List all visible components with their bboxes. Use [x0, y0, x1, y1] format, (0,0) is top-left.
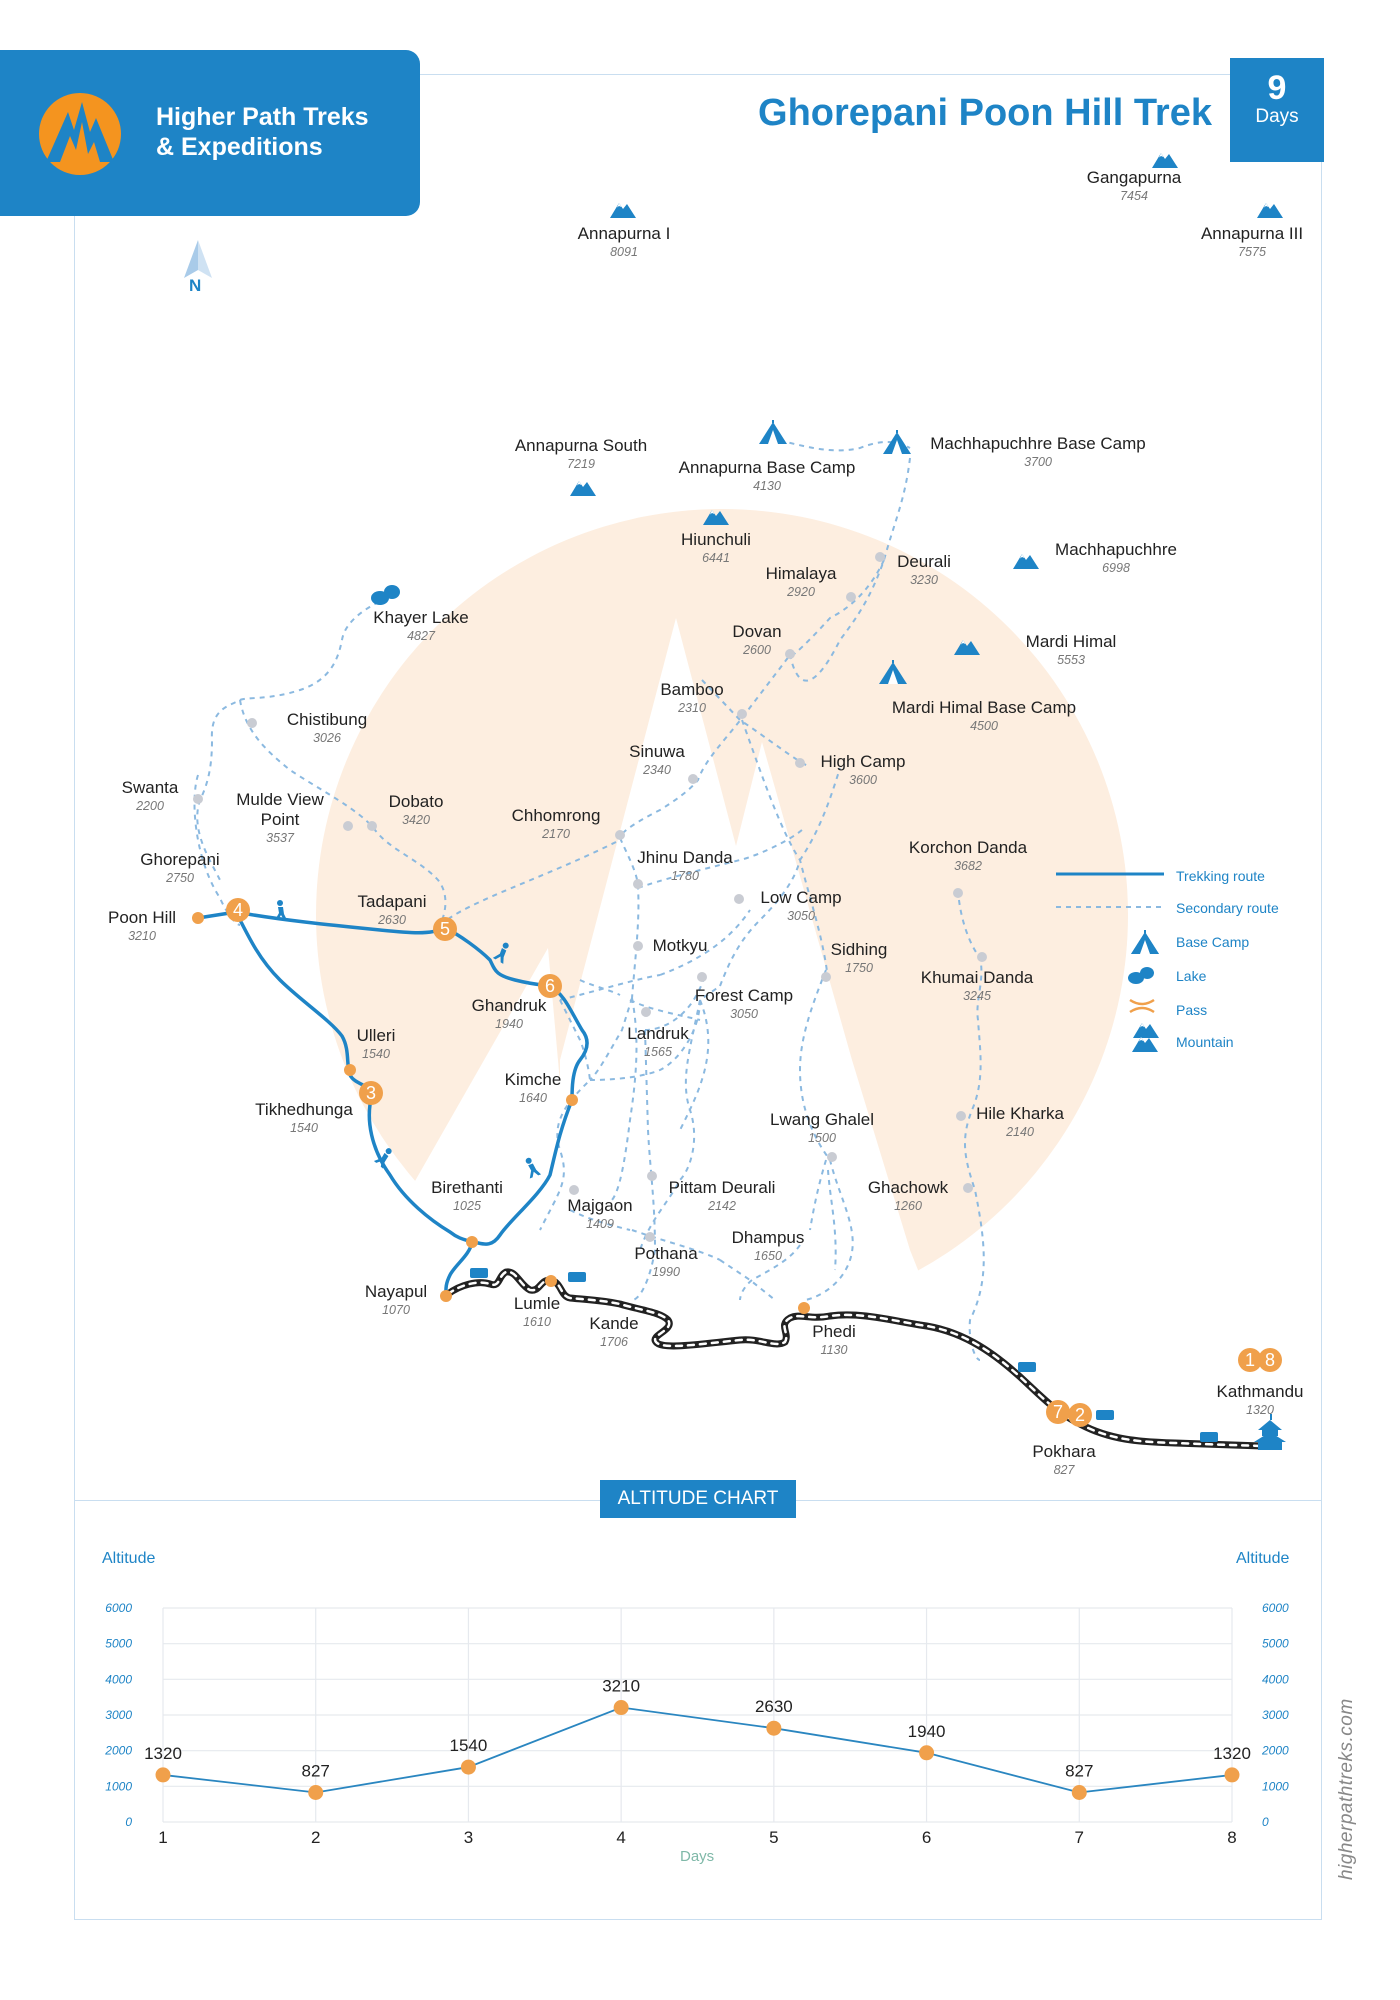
svg-text:3: 3 — [365, 1083, 377, 1103]
svg-text:1: 1 — [1244, 1350, 1256, 1370]
svg-text:8: 8 — [1264, 1350, 1276, 1370]
data-point — [614, 1700, 629, 1715]
place-label: Mulde View Point 3537 — [236, 790, 324, 845]
data-label: 3210 — [602, 1676, 641, 1696]
y-tick-label-right: 0 — [1262, 1815, 1269, 1829]
place-label: Nayapul 1070 — [364, 1282, 428, 1317]
place-label: Himalaya 2920 — [765, 564, 837, 599]
y-tick-label-right: 1000 — [1262, 1779, 1289, 1794]
y-axis-label-right: Altitude — [1236, 1550, 1290, 1567]
place-label: Phedi 1130 — [812, 1322, 856, 1357]
mountain-label: Machhapuchhre 6998 — [1055, 540, 1177, 575]
svg-text:2: 2 — [1074, 1405, 1086, 1425]
place-label: Pothana 1990 — [634, 1244, 698, 1279]
place-label: Bamboo 2310 — [660, 680, 724, 715]
base-camp-label: Machhapuchhre Base Camp 3700 — [930, 434, 1146, 469]
place-label: Landruk 1565 — [627, 1024, 689, 1059]
data-label: 1320 — [1213, 1743, 1251, 1763]
data-label: 827 — [301, 1761, 330, 1781]
legend-item-trekking-route: Trekking route — [1176, 868, 1265, 884]
place-label: Tadapani 2630 — [357, 892, 427, 927]
place-label: Motkyu — [652, 936, 708, 955]
place-label: Chistibung 3026 — [286, 710, 368, 745]
data-label: 827 — [1065, 1761, 1094, 1781]
legend-item-mountain: Mountain — [1060, 1032, 1300, 1056]
x-tick-label: 5 — [769, 1828, 779, 1847]
place-label: Lumle 1610 — [513, 1294, 561, 1329]
legend-item-base-camp: Base Camp — [1060, 932, 1300, 956]
place-label: Deurali 3230 — [897, 552, 951, 587]
place-label: Korchon Danda 3682 — [908, 838, 1028, 873]
place-label: Tikhedhunga 1540 — [255, 1100, 353, 1135]
x-axis-label: Days — [680, 1848, 715, 1865]
svg-text:5: 5 — [439, 919, 451, 939]
svg-text:7: 7 — [1052, 1402, 1064, 1422]
place-label: Poon Hill 3210 — [107, 908, 177, 943]
data-label: 1540 — [449, 1736, 488, 1756]
y-tick-label-left: 0 — [125, 1815, 132, 1829]
y-tick-label-right: 2000 — [1262, 1743, 1289, 1758]
website-url: higherpathtreks.com — [1336, 1698, 1357, 1880]
place-label: Sidhing 1750 — [830, 940, 888, 975]
y-tick-label-left: 3000 — [105, 1708, 132, 1722]
data-point — [1225, 1767, 1240, 1782]
data-label: 2630 — [754, 1697, 793, 1717]
legend-item-pass: Pass — [1176, 1002, 1208, 1018]
y-tick-label-left: 5000 — [105, 1636, 132, 1651]
place-label: Dhampus 1650 — [731, 1228, 805, 1263]
place-label: Ghorepani 2750 — [140, 850, 220, 885]
altitude-chart-title: ALTITUDE CHART — [600, 1480, 796, 1518]
place-label: Ghachowk 1260 — [867, 1178, 949, 1213]
x-tick-label: 6 — [921, 1828, 932, 1847]
days-label: Days — [1255, 106, 1299, 127]
place-label: Lwang Ghalel 1500 — [770, 1110, 874, 1145]
place-label: Jhinu Danda 1780 — [637, 848, 733, 883]
base-camp-label: Annapurna Base Camp 4130 — [678, 458, 856, 493]
place-label: Pokhara 827 — [1032, 1442, 1096, 1477]
mountain-label: Mardi Himal 5553 — [1025, 632, 1117, 667]
place-label: Ghandruk 1940 — [471, 996, 547, 1031]
place-label: Kimche 1640 — [504, 1070, 562, 1105]
svg-text:6: 6 — [544, 976, 556, 996]
brand-line-1: Higher Path Treks — [156, 103, 369, 131]
data-label: 1940 — [907, 1721, 946, 1741]
place-label: Forest Camp 3050 — [694, 986, 794, 1021]
mountain-label: Gangapurna 7454 — [1086, 168, 1182, 203]
data-point — [156, 1767, 171, 1782]
data-point — [461, 1760, 476, 1775]
place-label: Ulleri 1540 — [356, 1026, 396, 1061]
data-point — [308, 1785, 323, 1800]
page-title: Ghorepani Poon Hill Trek — [758, 92, 1212, 134]
place-label: Kande 1706 — [589, 1314, 639, 1349]
data-label: 1320 — [144, 1743, 182, 1763]
y-tick-label-left: 4000 — [105, 1672, 132, 1687]
mountain-label: Annapurna I 8091 — [577, 224, 671, 259]
place-label: Khumai Danda 3245 — [920, 968, 1034, 1003]
mountain-label: Hiunchuli 6441 — [681, 530, 751, 565]
x-tick-label: 4 — [616, 1828, 626, 1847]
data-point — [766, 1721, 781, 1736]
place-label: Sinuwa 2340 — [629, 742, 685, 777]
days-number: 9 — [1267, 69, 1287, 107]
y-tick-label-right: 3000 — [1262, 1708, 1289, 1722]
base-camp-label: Mardi Himal Base Camp 4500 — [891, 698, 1077, 733]
x-tick-label: 3 — [463, 1828, 474, 1847]
mountain-label: Annapurna South 7219 — [514, 436, 648, 471]
x-tick-label: 7 — [1074, 1828, 1085, 1847]
y-tick-label-right: 5000 — [1262, 1636, 1289, 1651]
lake-label: Khayer Lake 4827 — [373, 608, 469, 643]
place-label: Birethanti 1025 — [431, 1178, 503, 1213]
place-label: Dovan 2600 — [732, 622, 782, 657]
place-label: Chhomrong 2170 — [511, 806, 601, 841]
place-label: Hile Kharka 2140 — [976, 1104, 1064, 1139]
y-axis-label-left: Altitude — [102, 1550, 156, 1567]
legend-item-secondary-route: Secondary route — [1176, 900, 1279, 916]
legend-item-lake: Lake — [1176, 968, 1207, 984]
y-tick-label-right: 6000 — [1262, 1601, 1289, 1615]
place-label: Majgaon 1409 — [567, 1196, 633, 1231]
data-point — [1072, 1785, 1087, 1800]
y-tick-label-right: 4000 — [1262, 1672, 1289, 1687]
y-tick-label-left: 2000 — [105, 1743, 132, 1758]
brand-line-2: & Expeditions — [156, 133, 323, 161]
place-label: High Camp 3600 — [820, 752, 906, 787]
north-label: N — [189, 276, 202, 295]
place-label: Low Camp 3050 — [760, 888, 842, 923]
x-tick-label: 2 — [310, 1828, 321, 1847]
x-tick-label: 8 — [1227, 1828, 1237, 1847]
place-label: Kathmandu 1320 — [1216, 1382, 1304, 1417]
data-point — [919, 1745, 934, 1760]
place-label: Pittam Deurali 2142 — [668, 1178, 776, 1213]
svg-text:4: 4 — [232, 900, 244, 920]
x-tick-label: 1 — [158, 1828, 168, 1847]
place-label: Swanta 2200 — [121, 778, 179, 813]
y-tick-label-left: 1000 — [105, 1779, 132, 1794]
mountain-label: Annapurna III 7575 — [1200, 224, 1304, 259]
place-label: Dobato 3420 — [388, 792, 444, 827]
y-tick-label-left: 6000 — [105, 1601, 132, 1615]
